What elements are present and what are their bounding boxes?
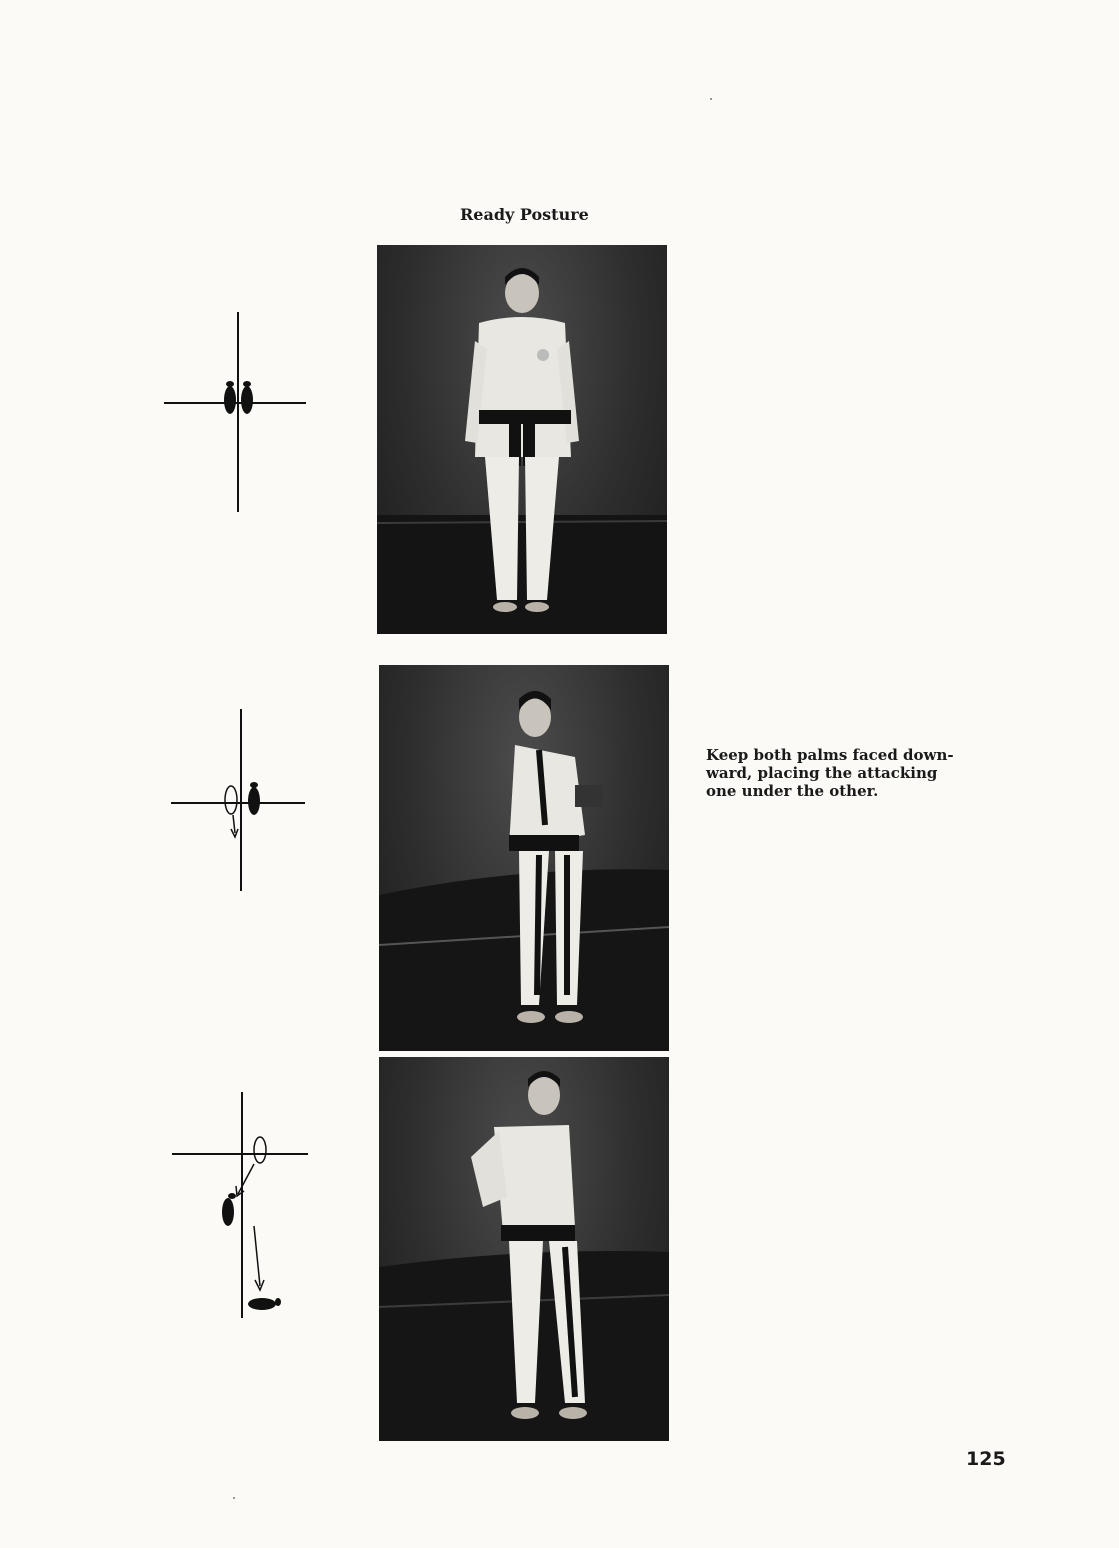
print-speck bbox=[710, 98, 712, 100]
footprint-diagram-3 bbox=[170, 1090, 315, 1330]
body-caption: Keep both palms faced down- ward, placing the attacking one under the other. bbox=[706, 746, 954, 800]
section-heading: Ready Posture bbox=[460, 205, 589, 224]
footprint-diagram-2 bbox=[165, 705, 310, 895]
page-number: 125 bbox=[966, 1448, 1006, 1470]
footprint-diagram-icon bbox=[165, 705, 310, 895]
print-speck bbox=[233, 1497, 235, 1499]
footprint-diagram-1 bbox=[160, 310, 310, 516]
photo-hands-on-hip bbox=[379, 1057, 669, 1441]
footprint-diagram-icon bbox=[160, 310, 310, 516]
footprint-diagram-icon bbox=[170, 1090, 315, 1330]
photo-ready-posture bbox=[377, 245, 667, 634]
photo-palms-downward bbox=[379, 665, 669, 1051]
